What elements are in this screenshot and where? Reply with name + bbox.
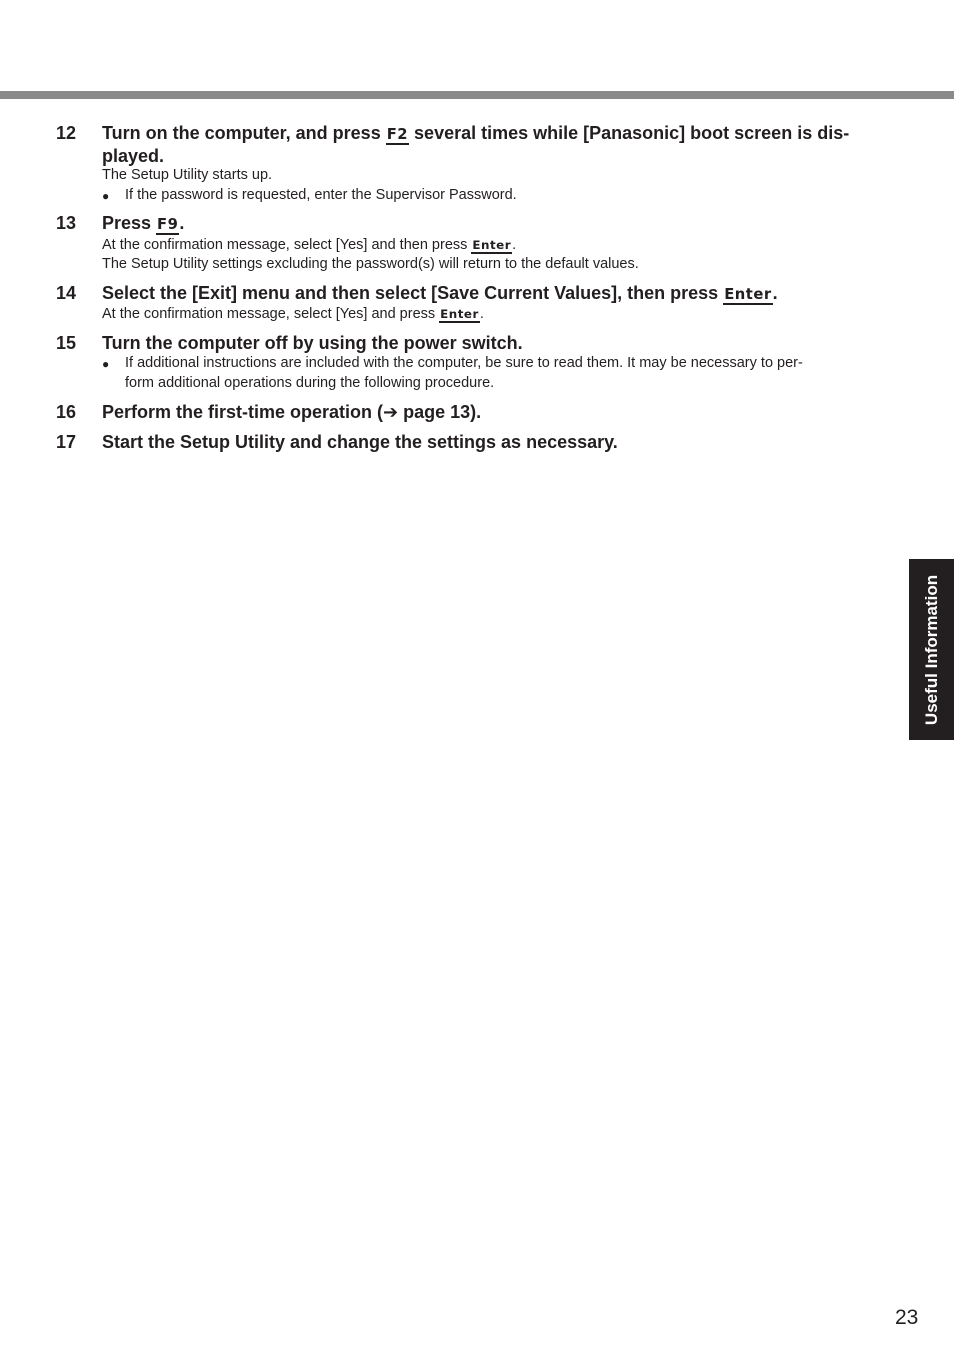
step-title (102, 212, 902, 235)
bullet-text: If the password is requested, enter the Supervisor Password. (125, 187, 517, 203)
step-number: 16 (56, 402, 77, 422)
bullet-icon: ● (102, 357, 110, 371)
enter-key: Enter (440, 307, 479, 321)
step-title-text: . (179, 213, 185, 233)
section-side-tab (909, 559, 954, 740)
note-text: At the confirmation message, select [Yes] and then press (102, 237, 472, 253)
arrow-right-icon: ➔ (383, 402, 399, 422)
note-text: . (512, 237, 517, 253)
step-number: 17 (56, 432, 77, 452)
step-title-text: Perform the first-time operation ( (102, 402, 384, 422)
step-number: 15 (56, 333, 77, 353)
step-title: Turn the computer off by using the power switch. (102, 333, 523, 353)
enter-key: Enter (724, 286, 772, 303)
step-title-text: played. (102, 145, 165, 166)
enter-key: Enter (472, 238, 512, 252)
step-number: 14 (56, 283, 77, 303)
step-title-text: several times while [Panasonic] boot screen is dis- (409, 123, 850, 143)
step-title-text: Select the [Exit] menu and then select [Save Current Values], then press (102, 283, 724, 303)
note-text: . (479, 306, 484, 322)
bullet-icon: ● (102, 189, 110, 203)
step-title-text: Turn on the computer, and press (102, 123, 386, 143)
f9-key: F9 (157, 216, 179, 233)
bullet-text (125, 353, 890, 393)
step-title (102, 282, 902, 305)
step-title-text: . (772, 283, 778, 303)
step-title (102, 401, 902, 423)
top-rule (0, 91, 954, 99)
step-number: 13 (56, 213, 77, 233)
bullet-text-line: If additional instructions are included with the computer, be sure to read them. It may be necessary to per- (125, 355, 803, 371)
step-number: 12 (56, 123, 77, 143)
step-title-text: Press (102, 213, 157, 233)
step-title: Start the Setup Utility and change the settings as necessary. (102, 432, 618, 452)
step-note (102, 305, 892, 324)
step-note (102, 236, 892, 255)
bullet-text-line: form additional operations during the following procedure. (125, 375, 495, 391)
page-reference[interactable]: page 13). (398, 402, 482, 422)
step-note: The Setup Utility starts up. (102, 167, 273, 183)
f2-key: F2 (386, 126, 409, 143)
step-note: The Setup Utility settings excluding the password(s) will return to the default values. (102, 256, 639, 272)
note-text: At the confirmation message, select [Yes] and press (102, 306, 440, 322)
step-title (102, 122, 902, 167)
page-number: 23 (895, 1306, 919, 1329)
section-side-tab-label: Useful Information (921, 574, 941, 725)
